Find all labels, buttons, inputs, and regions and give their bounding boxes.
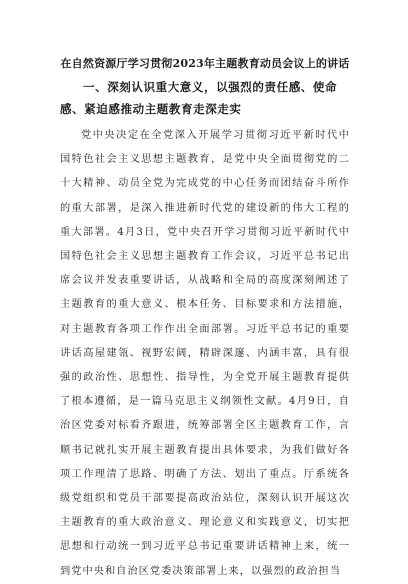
document-content <box>60 56 350 584</box>
section-heading: 一、深刻认识重大意义，以强烈的责任感、使命感、紧迫感推动主题教育走深走实 <box>60 80 338 116</box>
body-paragraph: 党中央决定在全党深入开展学习贯彻习近平新时代中国特色社会主义思想主题教育，是党中央全面贯彻党的二十大精神、动员全党为完成党的中心任务而团结奋斗所作的重大部署，是深入推进新时代党的建设新的伟大工程的重大部署。4月3日，党中央召开学习贯彻习近平新时代中国特色社会主义思想主题教育工作会议，习近平总书记出席会议并发表重要讲话，从战略和全局的高度深刻阐述了主题教育的重大意义、根本任务、目标要求和方法措施，对主题教育各项工作作出全面部署。习近平总书记的重要讲话高屋建瓴、视野宏阔，精辟深邃、内涵丰富，具有很强的政治性、思想性、指导性，为全党开展主题教育提供了根本遵循，是一篇马克思主义纲领性文献。4月9日，自治区党委对标看齐跟进，统筹部署全区主题教育工作，言顺书记就扎实开展主题教育提出具体要求，为我们做好各项工作理清了思路、明确了方法、划出了重点。厅系统各级党组织和党员干部要提高政治站位，深刻认识开展这次主题教育的重大政治意义、理论意义和实践意义，切实把思想和行动统一到习近平总书记重要讲话精神上来，统一到党中央和自治区党委决策部署上来，以强烈的政治担当 <box>60 130 350 577</box>
document-title: 在自然资源厅学习贯彻2023年主题教育动员会议上的讲话 <box>60 57 350 70</box>
